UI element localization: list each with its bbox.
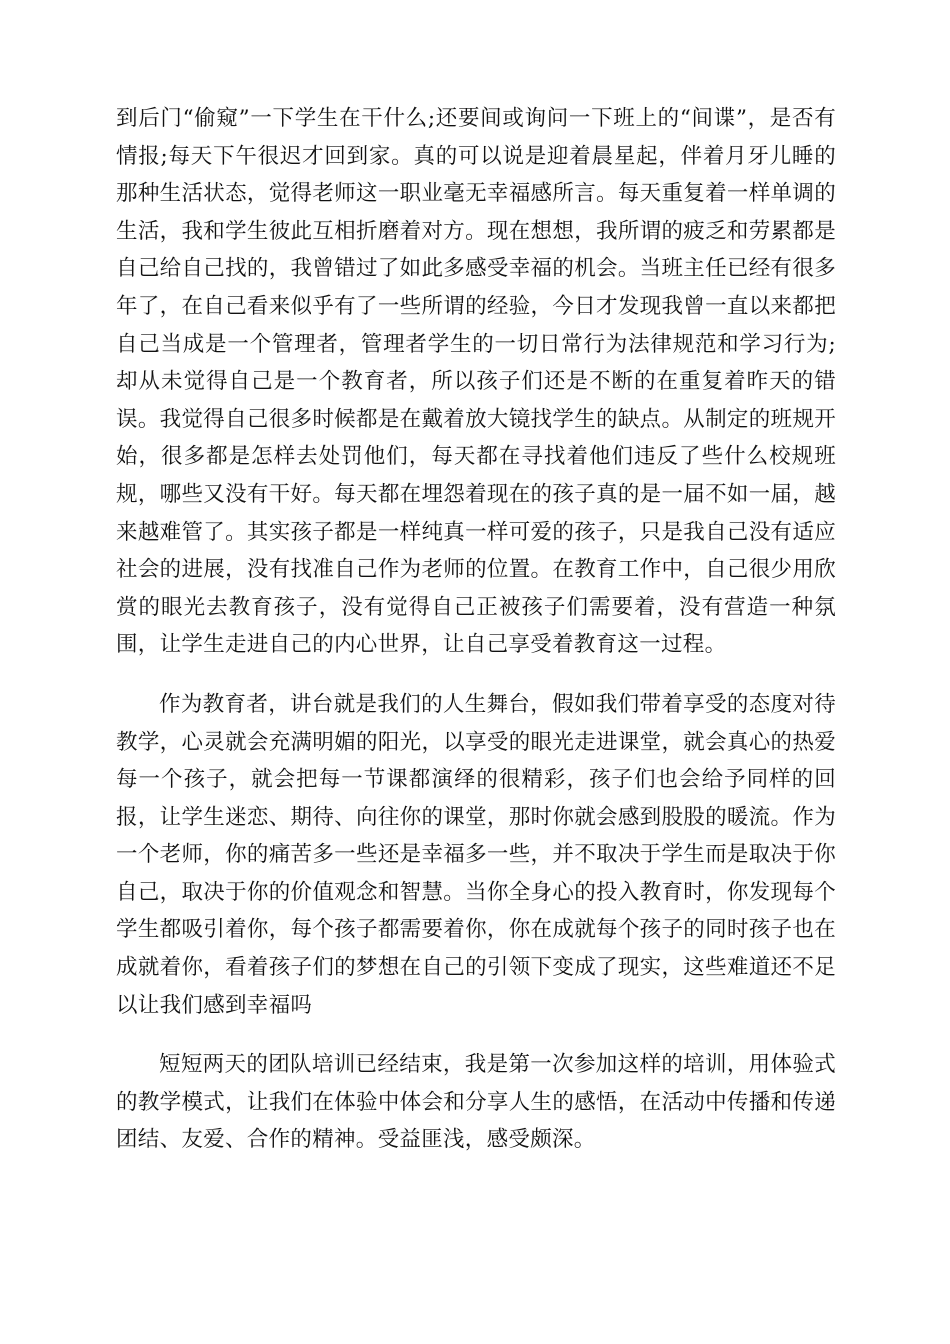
paragraph-continuation: 到后门“偷窥”一下学生在干什么;还要间或询问一下班上的“间谍”，是否有情报;每天下午很迟才回到家。真的可以说是迎着晨星起，伴着月牙儿睡的那种生活状态，觉得老师这一职业毫无幸福感所言。每天重复着一样单调的生活，我和学生彼此互相折磨着对方。现在想想，我所谓的疲乏和劳累都是自己给自己找的，我曾错过了如此多感受幸福的机会。当班主任已经有很多年了，在自己看来似乎有了一些所谓的经验，今日才发现我曾一直以来都把自己当成是一个管理者，管理者学生的一切日常行为法律规范和学习行为;却从未觉得自己是一个教育者，所以孩子们还是不断的在重复着昨天的错误。我觉得自己很多时候都是在戴着放大镜找学生的缺点。从制定的班规开始，很多都是怎样去处罚他们，每天都在寻找着他们违反了些什么校规班规，哪些又没有干好。每天都在埋怨着现在的孩子真的是一届不如一届，越来越难管了。其实孩子都是一样纯真一样可爱的孩子，只是我自己没有适应社会的进展，没有找准自己作为老师的位置。在教育工作中，自己很少用欣赏的眼光去教育孩子，没有觉得自己正被孩子们需要着，没有营造一种氛围，让学生走进自己的内心世界，让自己享受着教育这一过程。 bbox=[116, 106, 836, 658]
document-page bbox=[116, 100, 836, 1159]
paragraph-educator-stage: 作为教育者，讲台就是我们的人生舞台，假如我们带着享受的态度对待教学，心灵就会充满明媚的阳光，以享受的眼光走进课堂，就会真心的热爱每一个孩子，就会把每一节课都演绎的很精彩，孩子们也会给予同样的回报，让学生迷恋、期待、向往你的课堂，那时你就会感到股股的暖流。作为一个老师，你的痛苦多一些还是幸福多一些，并不取决于学生而是取决于你自己，取决于你的价值观念和智慧。当你全身心的投入教育时，你发现每个学生都吸引着你，每个孩子都需要着你，你在成就每个孩子的同时孩子也在成就着你，看着孩子们的梦想在自己的引领下变成了现实，这些难道还不足以让我们感到幸福吗 bbox=[116, 691, 836, 1018]
paragraph-training-summary: 短短两天的团队培训已经结束，我是第一次参加这样的培训，用体验式的教学模式，让我们在体验中体会和分享人生的感悟，在活动中传播和传递团结、友爱、合作的精神。受益匪浅，感受颇深。 bbox=[116, 1052, 836, 1153]
